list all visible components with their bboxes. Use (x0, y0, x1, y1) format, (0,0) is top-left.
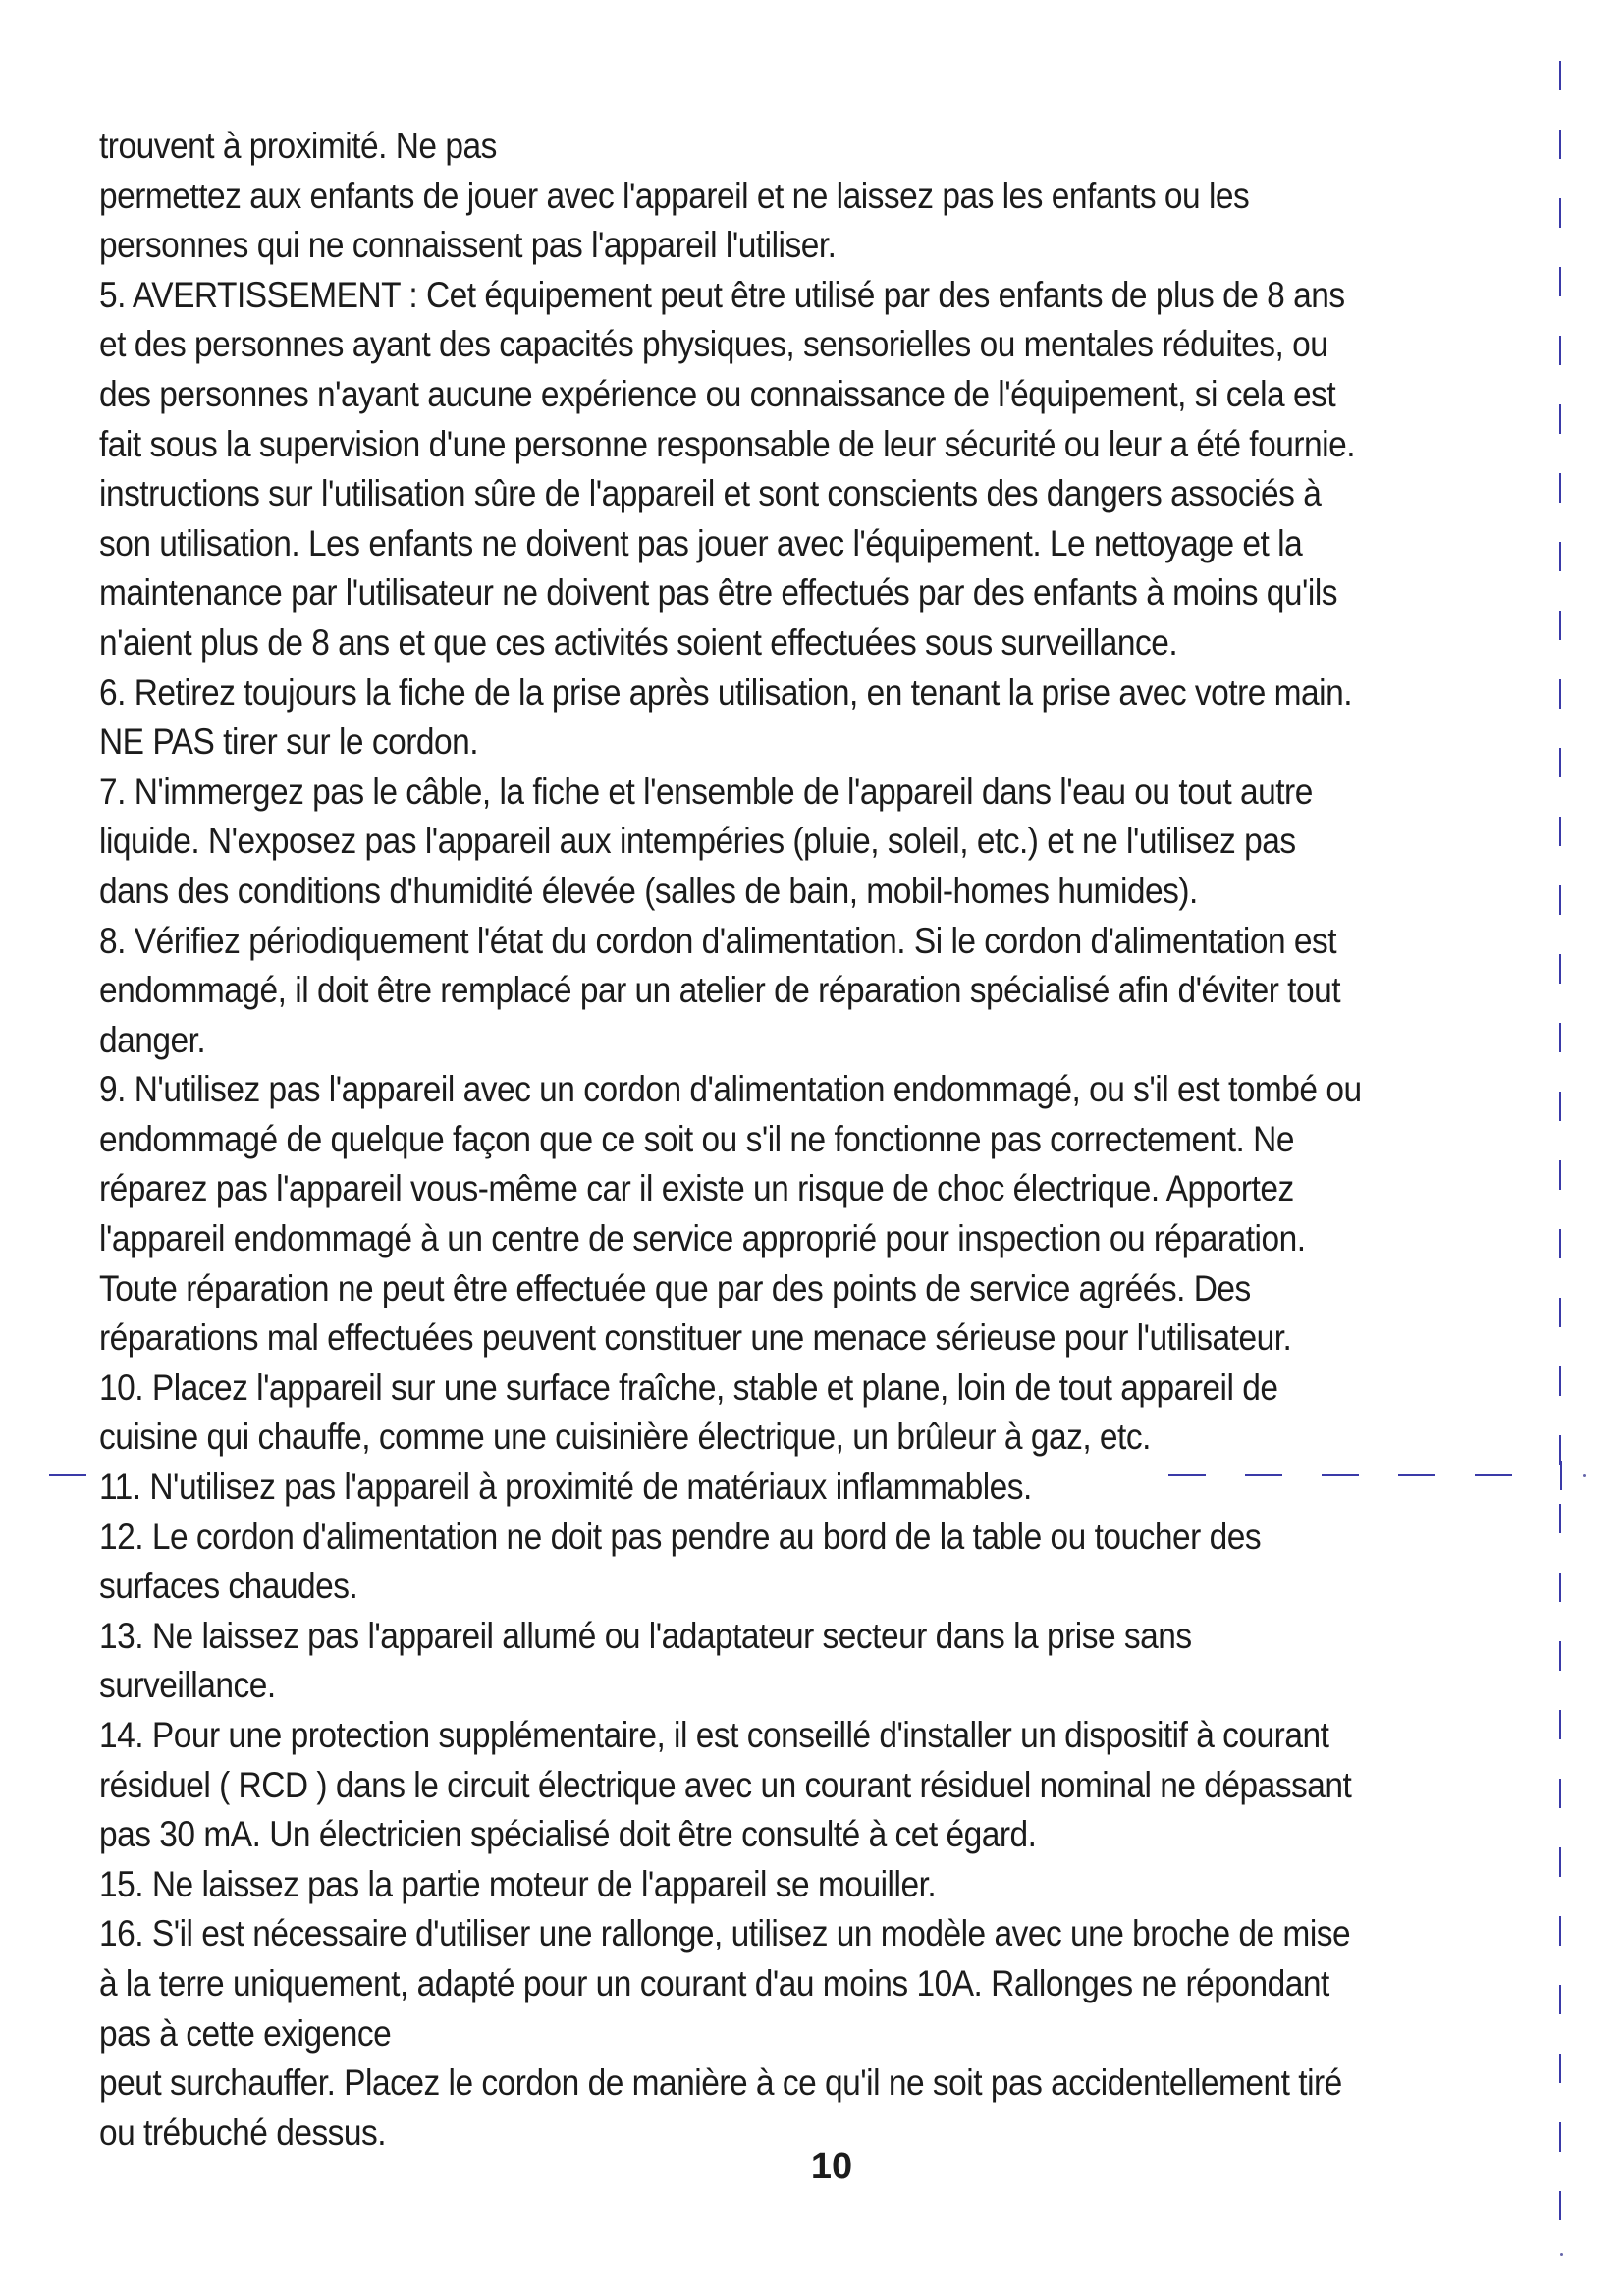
text-line: cuisine qui chauffe, comme une cuisinière électrique, un brûleur à gaz, etc. (99, 1416, 1151, 1458)
text-line: Toute réparation ne peut être effectuée que par des points de service agréés. Des (99, 1267, 1251, 1308)
text-line: 5. AVERTISSEMENT : Cet équipement peut être utilisé par des enfants de plus de 8 ans (99, 274, 1345, 315)
guide-segment (1559, 1710, 1561, 1739)
text-line: peut surchauffer. Placez le cordon de manière à ce qu'il ne soit pas accidentellement tiré (99, 2062, 1342, 2104)
text-line: danger. (99, 1019, 206, 1060)
text-line: pas 30 mA. Un électricien spécialisé doit être consulté à cet égard. (99, 1814, 1037, 1855)
guide-segment (1559, 1504, 1561, 1533)
text-line: personnes qui ne connaissent pas l'appareil l'utiliser. (99, 225, 837, 266)
text-line: à la terre uniquement, adapté pour un courant d'au moins 10A. Rallonges ne répondant (99, 1962, 1329, 2003)
text-line: des personnes n'ayant aucune expérience ou connaissance de l'équipement, si cela est (99, 373, 1336, 414)
text-line: 15. Ne laissez pas la partie moteur de l'appareil se mouiller. (99, 1863, 937, 1904)
guide-segment (1559, 336, 1561, 365)
guide-segment (1559, 473, 1561, 503)
guide-segment (1559, 1779, 1561, 1808)
text-line: 10. Placez l'appareil sur une surface fraîche, stable et plane, loin de tout appareil de (99, 1366, 1278, 1408)
text-line: réparations mal effectuées peuvent constituer une menace sérieuse pour l'utilisateur. (99, 1317, 1292, 1359)
guide-segment (1559, 1229, 1561, 1258)
guide-segment (1559, 267, 1561, 296)
text-line: permettez aux enfants de jouer avec l'appareil et ne laissez pas les enfants ou les (99, 175, 1250, 216)
guide-segment (1559, 1160, 1561, 1190)
guide-dot (1583, 1474, 1586, 1477)
guide-segment (1559, 748, 1561, 777)
text-line: trouvent à proximité. Ne pas (99, 126, 497, 166)
guide-segment (1559, 1023, 1561, 1052)
text-line: 9. N'utilisez pas l'appareil avec un cordon d'alimentation endommagé, ou s'il est tombé ou (99, 1069, 1362, 1110)
text-line: pas à cette exigence (99, 2012, 392, 2054)
text-line: endommagé, il doit être remplacé par un atelier de réparation spécialisé afin d'éviter tout (99, 970, 1341, 1011)
guide-segment (1559, 1847, 1561, 1877)
text-line: l'appareil endommagé à un centre de service approprié pour inspection ou réparation. (99, 1218, 1306, 1259)
text-line: surfaces chaudes. (99, 1566, 358, 1607)
text-line: n'aient plus de 8 ans et que ces activités soient effectuées sous surveillance. (99, 621, 1178, 663)
text-line: 6. Retirez toujours la fiche de la prise après utilisation, en tenant la prise avec votre main. (99, 671, 1353, 713)
text-line: maintenance par l'utilisateur ne doivent pas être effectués par des enfants à moins qu'ils (99, 572, 1338, 614)
page-number: 10 (810, 2146, 853, 2187)
text-line: 12. Le cordon d'alimentation ne doit pas pendre au bord de la table ou toucher des (99, 1516, 1262, 1557)
guide-segment (1398, 1474, 1435, 1476)
guide-segment (1245, 1474, 1282, 1476)
guide-dot (1560, 2253, 1563, 2256)
guide-segment (1322, 1474, 1359, 1476)
text-line: 7. N'immergez pas le câble, la fiche et l'ensemble de l'appareil dans l'eau ou tout autre (99, 771, 1313, 812)
guide-segment (1559, 611, 1561, 640)
text-line: fait sous la supervision d'une personne responsable de leur sécurité ou leur a été fournie. (99, 423, 1356, 464)
text-line: résiduel ( RCD ) dans le circuit électrique avec un courant résiduel nominal ne dépassant (99, 1764, 1352, 1805)
text-line: et des personnes ayant des capacités physiques, sensorielles ou mentales réduites, ou (99, 324, 1328, 365)
guide-segment (1559, 817, 1561, 846)
guide-segment (1559, 1985, 1561, 2014)
guide-segment (1559, 1916, 1561, 1946)
text-line: dans des conditions d'humidité élevée (salles de bain, mobil-homes humides). (99, 870, 1198, 911)
guide-segment (1559, 2054, 1561, 2083)
text-line: surveillance. (99, 1665, 276, 1706)
text-line: NE PAS tirer sur le cordon. (99, 721, 479, 763)
guide-segment (1559, 1573, 1561, 1602)
guide-segment (1559, 1298, 1561, 1327)
text-line: ou trébuché dessus. (99, 2111, 387, 2153)
guide-segment (1559, 2122, 1561, 2152)
guide-segment (1559, 1092, 1561, 1121)
text-line: liquide. N'exposez pas l'appareil aux intempéries (pluie, soleil, etc.) et ne l'utilisez pas (99, 821, 1296, 862)
guide-segment (1559, 885, 1561, 915)
body-text (99, 122, 1414, 2158)
text-line: 16. S'il est nécessaire d'utiliser une rallonge, utilisez un modèle avec une broche de mise (99, 1913, 1351, 1954)
text-line: 8. Vérifiez périodiquement l'état du cordon d'alimentation. Si le cordon d'alimentation est (99, 920, 1337, 961)
text-line: réparez pas l'appareil vous-même car il existe un risque de choc électrique. Apportez (99, 1168, 1294, 1209)
guide-segment (1559, 61, 1561, 90)
text-line: son utilisation. Les enfants ne doivent pas jouer avec l'équipement. Le nettoyage et la (99, 522, 1303, 563)
text-line: 13. Ne laissez pas l'appareil allumé ou l'adaptateur secteur dans la prise sans (99, 1615, 1192, 1656)
text-line: endommagé de quelque façon que ce soit ou s'il ne fonctionne pas correctement. Ne (99, 1118, 1294, 1159)
text-line: 14. Pour une protection supplémentaire, il est conseillé d'installer un dispositif à courant (99, 1715, 1329, 1755)
guide-segment (1168, 1474, 1206, 1476)
guide-segment (1559, 679, 1561, 709)
guide-segment (1559, 404, 1561, 434)
text-line: instructions sur l'utilisation sûre de l'appareil et sont conscients des dangers associés à (99, 473, 1322, 514)
text-line: 11. N'utilisez pas l'appareil à proximité de matériaux inflammables. (99, 1467, 1032, 1508)
guide-segment (1559, 1366, 1561, 1396)
guide-crossing-mark (1560, 1461, 1562, 1490)
guide-segment (1559, 2191, 1561, 2220)
guide-segment (1559, 542, 1561, 571)
guide-segment (1559, 954, 1561, 984)
guide-segment (1559, 130, 1561, 159)
guide-segment (1559, 1641, 1561, 1671)
guide-segment (1475, 1474, 1512, 1476)
guide-segment (1559, 198, 1561, 228)
guide-segment (49, 1474, 86, 1476)
